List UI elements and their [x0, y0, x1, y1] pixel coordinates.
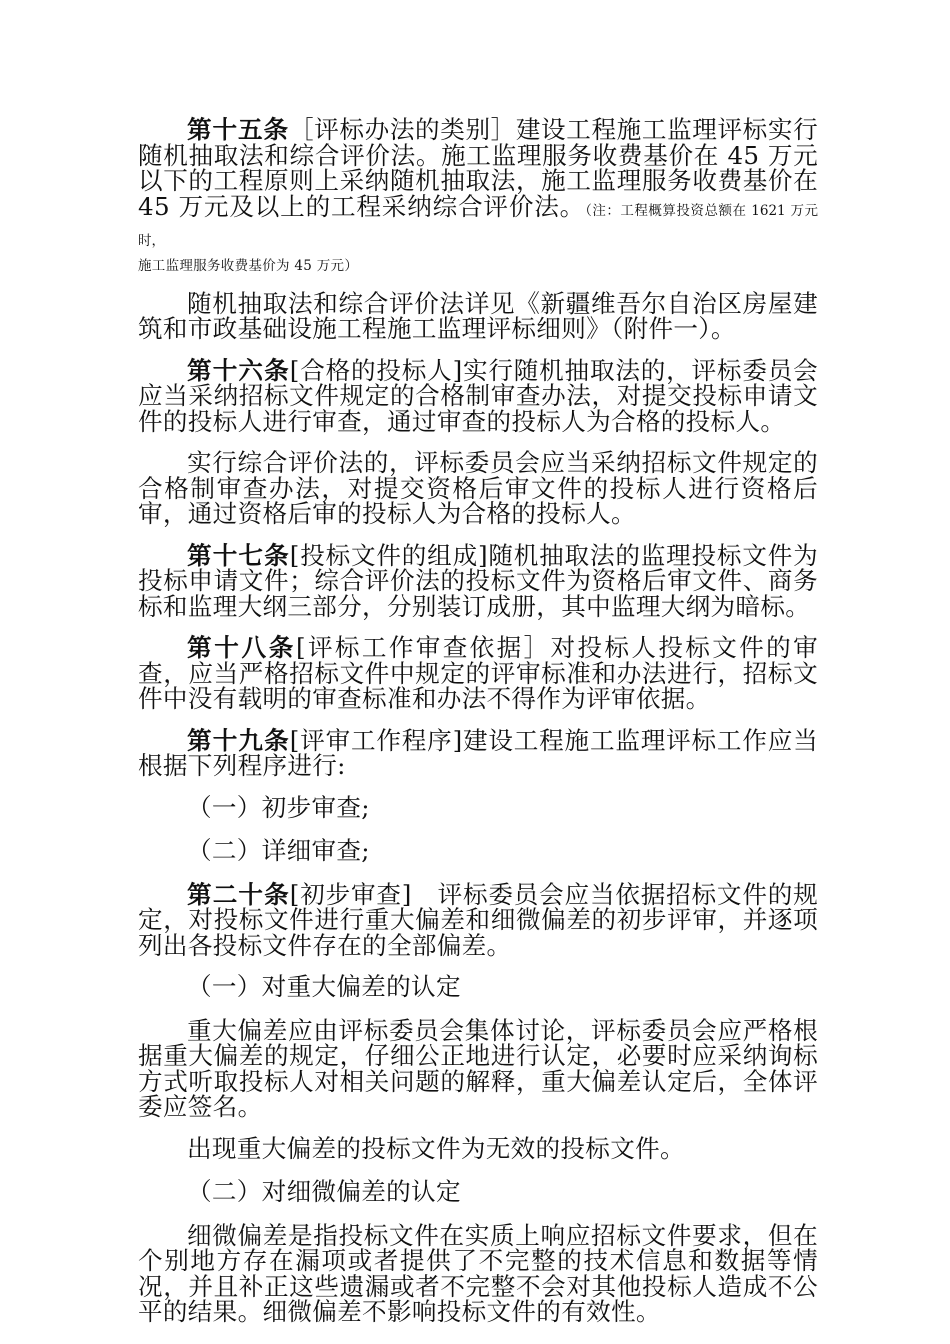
article-17-text: [投标文件的组成]随机抽取法的监理投标文件为投标申请文件；综合评价法的投标文件为资格后审文件、商务标和监理大纲三部分，分别装订成册，其中监理大纲为暗标。 — [138, 540, 819, 621]
article-15-text: ［评标办法的类别］建设工程施工监理评标实行随机抽取法和综合评价法。施工监理服务收费基价在 45 万元以下的工程原则上采纳随机抽取法，施工监理服务收费基价在 45 万元及以上的工程采纳综合评价法。 — [138, 115, 818, 221]
article-20 — [138, 879, 819, 960]
article-15-note-part2: 施工监理服务收费基价为 45 万元） — [138, 257, 359, 274]
article-15 — [138, 117, 818, 277]
article-17-heading: 第十七条 — [187, 540, 290, 570]
article-19-item-1: （一）初步审查; — [187, 792, 370, 822]
article-15-note-part1: （注：工程概算投资总额在 1621 万元时， — [138, 202, 818, 249]
article-20-paragraph-3: 细微偏差是指投标文件在实质上响应招标文件要求，但在个别地方存在漏项或者提供了不完整的技术信息和数据等情况，并且补正这些遗漏或者不完整不会对其他投标人造成不公平的结果。细微偏差不影响投标文件的有效性。 — [138, 1220, 818, 1326]
article-18-heading: 第十八条 — [187, 633, 297, 662]
article-20-paragraph-2: 出现重大偏差的投标文件为无效的投标文件。 — [187, 1133, 685, 1163]
article-19-item-2: （二）详细审查; — [187, 836, 370, 865]
article-20-text: [初步审查] 评标委员会应当依据招标文件的规定，对投标文件进行重大偏差和细微偏差的初步评审，并逐项列出各投标文件存在的全部偏差。 — [138, 879, 819, 960]
article-18-text: [评标工作审查依据］对投标人投标文件的审查，应当严格招标文件中规定的评审标准和办法进行，招标文件中没有载明的审查标准和办法不得作为评审依据。 — [138, 633, 818, 713]
comprehensive-paragraph: 实行综合评价法的，评标委员会应当采纳招标文件规定的合格制审查办法，对提交资格后审文件的投标人进行资格后审，通过资格后审的投标人为合格的投标人。 — [138, 448, 818, 528]
article-19-text: [评审工作程序]建设工程施工监理评标工作应当根据下列程序进行: — [138, 725, 819, 780]
article-20-subheading-2: （二）对细微偏差的认定 — [187, 1177, 461, 1206]
article-20-paragraph-1: 重大偏差应由评标委员会集体讨论，评标委员会应严格根据重大偏差的规定，仔细公正地进行认定，必要时应采纳询标方式听取投标人对相关问题的解释，重大偏差认定后，全体评委应签名。 — [138, 1015, 818, 1121]
article-20-subheading-1: （一）对重大偏差的认定 — [187, 972, 461, 1001]
article-18 — [138, 635, 818, 712]
article-16-heading: 第十六条 — [187, 355, 290, 385]
article-15-heading: 第十五条 — [187, 115, 290, 144]
article-19-heading: 第十九条 — [187, 725, 290, 755]
article-16 — [138, 355, 819, 436]
article-20-heading: 第二十条 — [187, 879, 290, 909]
article-16-text: [合格的投标人]实行随机抽取法的，评标委员会应当采纳招标文件规定的合格制审查办法，对提交投标申请文件的投标人进行审查，通过审查的投标人为合格的投标人。 — [138, 355, 819, 436]
document-page — [138, 117, 818, 1341]
article-19 — [138, 725, 819, 780]
article-17 — [138, 540, 819, 621]
reference-paragraph: 随机抽取法和综合评价法详见《新疆维吾尔自治区房屋建筑和市政基础设施工程施工监理评标细则》（附件一）。 — [138, 288, 818, 343]
